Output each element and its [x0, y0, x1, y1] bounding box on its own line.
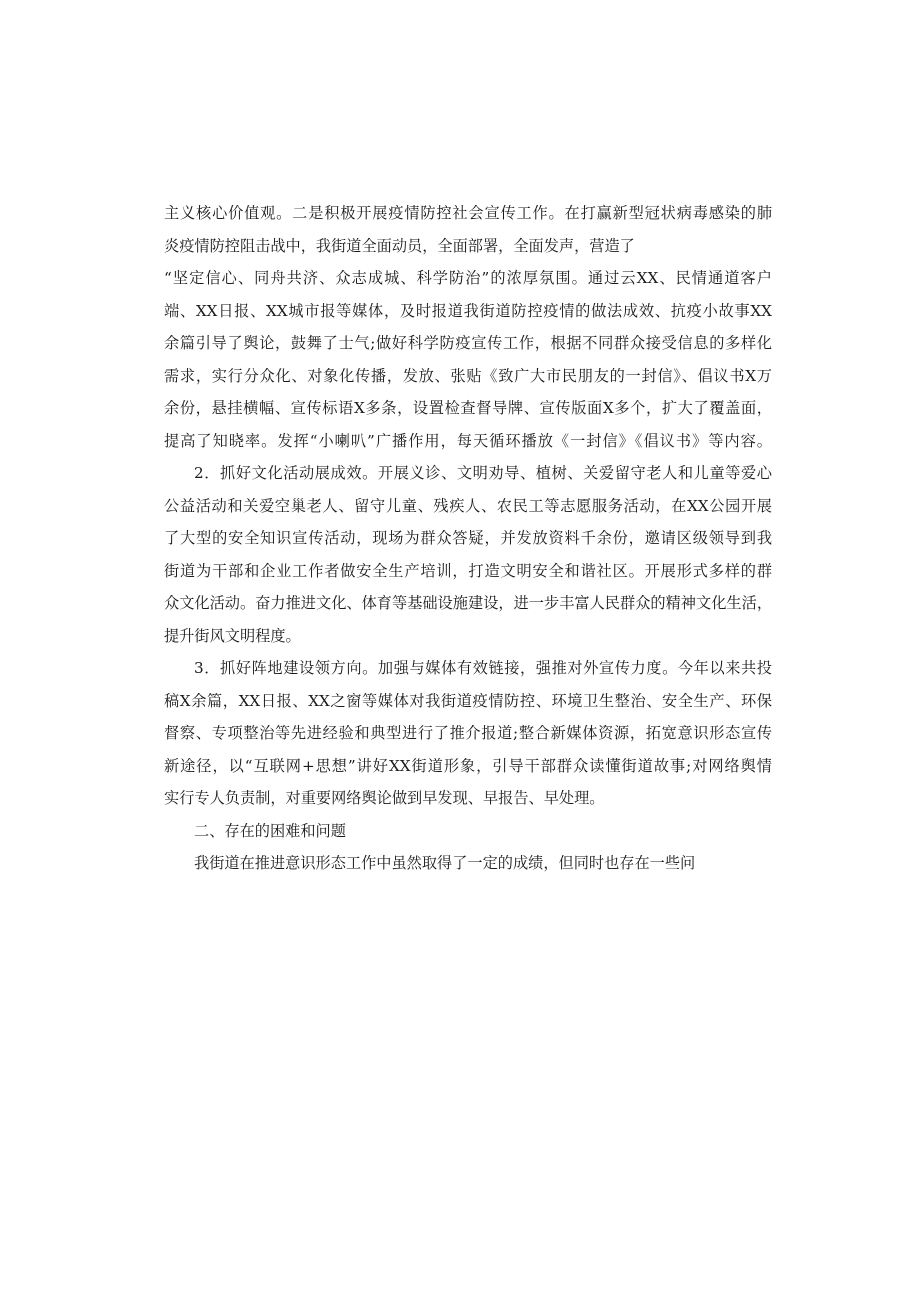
text-line: 提高了知晓率。发挥“小喇叭”广播作用，每天循环播放《一封信》《倡议书》等内容。	[164, 431, 772, 450]
text-line: 3．抓好阵地建设领方向。加强与媒体有效链接，强推对外宣传力度。今年以来共投	[194, 659, 772, 677]
text-line: 新途径，以“互联网+思想”讲好XX街道形象，引导干部群众读懂街道故事;对网络舆情	[164, 756, 772, 775]
paragraph-2	[164, 457, 772, 652]
text-line: 督察、专项整治等先进经验和典型进行了推介报道;整合新媒体资源，拓宽意识形态宣传	[164, 724, 772, 742]
paragraph-4	[164, 847, 772, 880]
text-line: 余份，悬挂横幅、宣传标语X多条，设置检查督导牌、宣传版面X多个，扩大了覆盖面，	[164, 399, 772, 417]
paragraph-3	[164, 652, 772, 815]
text-line: 实行专人负责制，对重要网络舆论做到早发现、早报告、早处理。	[164, 789, 605, 807]
text-line: 了大型的安全知识宣传活动，现场为群众答疑，并发放资料千余份，邀请区级领导到我	[164, 529, 772, 547]
text-line: 2．抓好文化活动展成效。开展义诊、文明劝导、植树、关爱留守老人和儿童等爱心	[194, 464, 772, 482]
text-line: 余篇引导了舆论，鼓舞了士气;做好科学防疫宣传工作，根据不同群众接受信息的多样化	[164, 334, 772, 352]
text-line: 我街道在推进意识形态工作中虽然取得了一定的成绩，但同时也存在一些问	[194, 854, 696, 872]
text-line: 稿X余篇，XX日报、XX之窗等媒体对我街道疫情防控、环境卫生整治、安全生产、环保	[164, 691, 772, 710]
text-line: 炎疫情防控阻击战中，我街道全面动员，全面部署，全面发声，营造了	[164, 236, 635, 255]
text-line: 街道为干部和企业工作者做安全生产培训，打造文明安全和谐社区。开展形式多样的群	[164, 561, 772, 580]
text-line: 需求，实行分众化、对象化传播，发放、张贴《致广大市民朋友的一封信》、倡议书X万	[164, 366, 772, 385]
text-line: 提升街风文明程度。	[164, 626, 301, 645]
text-line: “坚定信心、同舟共济、众志成城、科学防治”的浓厚氛围。通过云XX、民情通道客户	[164, 269, 772, 287]
text-line: 公益活动和关爱空巢老人、留守儿童、残疾人、农民工等志愿服务活动，在XX公园开展	[164, 496, 772, 515]
text-line: 主义核心价值观。二是积极开展疫情防控社会宣传工作。在打赢新型冠状病毒感染的肺	[164, 204, 772, 222]
document-body	[164, 197, 772, 880]
text-line: 端、XX日报、XX城市报等媒体，及时报道我街道防控疫情的做法成效、抗疫小故事XX	[164, 301, 772, 320]
text-line: 众文化活动。奋力推进文化、体育等基础设施建设，进一步丰富人民群众的精神文化生活，	[164, 594, 772, 612]
section-heading: 二、存在的困难和问题	[194, 821, 346, 840]
paragraph-1	[164, 197, 772, 457]
